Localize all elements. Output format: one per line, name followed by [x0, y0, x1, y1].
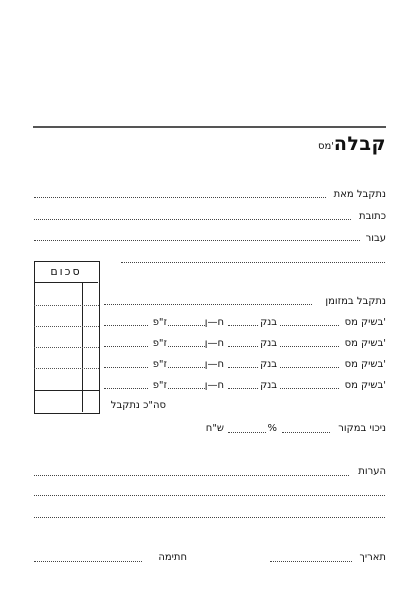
account-field[interactable] [168, 388, 205, 389]
withholding-percent-field[interactable] [282, 432, 330, 433]
date-field[interactable] [270, 561, 352, 562]
bank-label: בנק [260, 338, 277, 349]
signature-field[interactable] [34, 561, 142, 562]
page-title: קבלה [333, 133, 386, 155]
bank-label: בנק [260, 359, 277, 370]
amount-box-row-3 [34, 368, 99, 369]
bank-field[interactable] [228, 346, 258, 347]
account-field[interactable] [168, 325, 205, 326]
cash-label: נתקבל במזומן [325, 296, 386, 307]
cheque-number-label: בשיק מס' [344, 317, 386, 328]
account-field[interactable] [168, 346, 205, 347]
due-date-label: ז"פ [152, 359, 167, 370]
for-label: עבור [365, 233, 386, 244]
bank-field[interactable] [228, 325, 258, 326]
amount-box-row-2 [34, 347, 99, 348]
due-date-field[interactable] [104, 346, 148, 347]
amount-box-total-row [34, 390, 99, 391]
bank-field[interactable] [228, 388, 258, 389]
account-label: ח—ן [204, 359, 224, 370]
notes-field-line-3[interactable] [34, 517, 385, 518]
received-from-label: נתקבל מאת [333, 189, 386, 200]
account-field[interactable] [168, 367, 205, 368]
account-label: ח—ן [204, 317, 224, 328]
percent-label: % [267, 423, 277, 434]
amount-box [34, 261, 100, 414]
cheque-number-label: בשיק מס' [344, 380, 386, 391]
total-label: סה"כ נתקבל [110, 400, 166, 411]
withholding-amount-field[interactable] [228, 432, 266, 433]
withholding-label: ניכוי במקור [338, 423, 386, 434]
cheque-number-label: בשיק מס' [344, 359, 386, 370]
cheque-number-field[interactable] [280, 367, 339, 368]
due-date-label: ז"פ [152, 317, 167, 328]
top-rule [33, 126, 386, 128]
address-field[interactable] [34, 219, 351, 220]
bank-label: בנק [260, 317, 277, 328]
notes-field[interactable] [34, 475, 349, 476]
amount-box-header [34, 261, 98, 283]
bank-label: בנק [260, 380, 277, 391]
amount-box-row-cash [34, 305, 99, 306]
account-label: ח—ן [204, 338, 224, 349]
received-from-field[interactable] [34, 197, 326, 198]
for-field-line-2[interactable] [121, 262, 385, 263]
due-date-label: ז"פ [152, 338, 167, 349]
cheque-number-label: בשיק מס' [344, 338, 386, 349]
shekel-label: ש"ח [205, 423, 224, 434]
cheque-number-field[interactable] [280, 346, 339, 347]
amount-box-header-label: סכום [50, 265, 82, 278]
due-date-field[interactable] [104, 325, 148, 326]
cheque-number-field[interactable] [280, 325, 339, 326]
due-date-field[interactable] [104, 367, 148, 368]
account-label: ח—ן [204, 380, 224, 391]
cash-field[interactable] [104, 304, 312, 305]
signature-label: חתימה [158, 552, 187, 563]
due-date-label: ז"פ [152, 380, 167, 391]
notes-label: הערות [358, 466, 386, 477]
cheque-number-field[interactable] [280, 388, 339, 389]
due-date-field[interactable] [104, 388, 148, 389]
receipt-number-label: מס' [317, 141, 334, 152]
notes-field-line-2[interactable] [34, 495, 385, 496]
date-label: תאריך [359, 552, 386, 563]
amount-box-row-1 [34, 326, 99, 327]
address-label: כתובת [359, 211, 386, 222]
bank-field[interactable] [228, 367, 258, 368]
for-field[interactable] [34, 240, 360, 241]
